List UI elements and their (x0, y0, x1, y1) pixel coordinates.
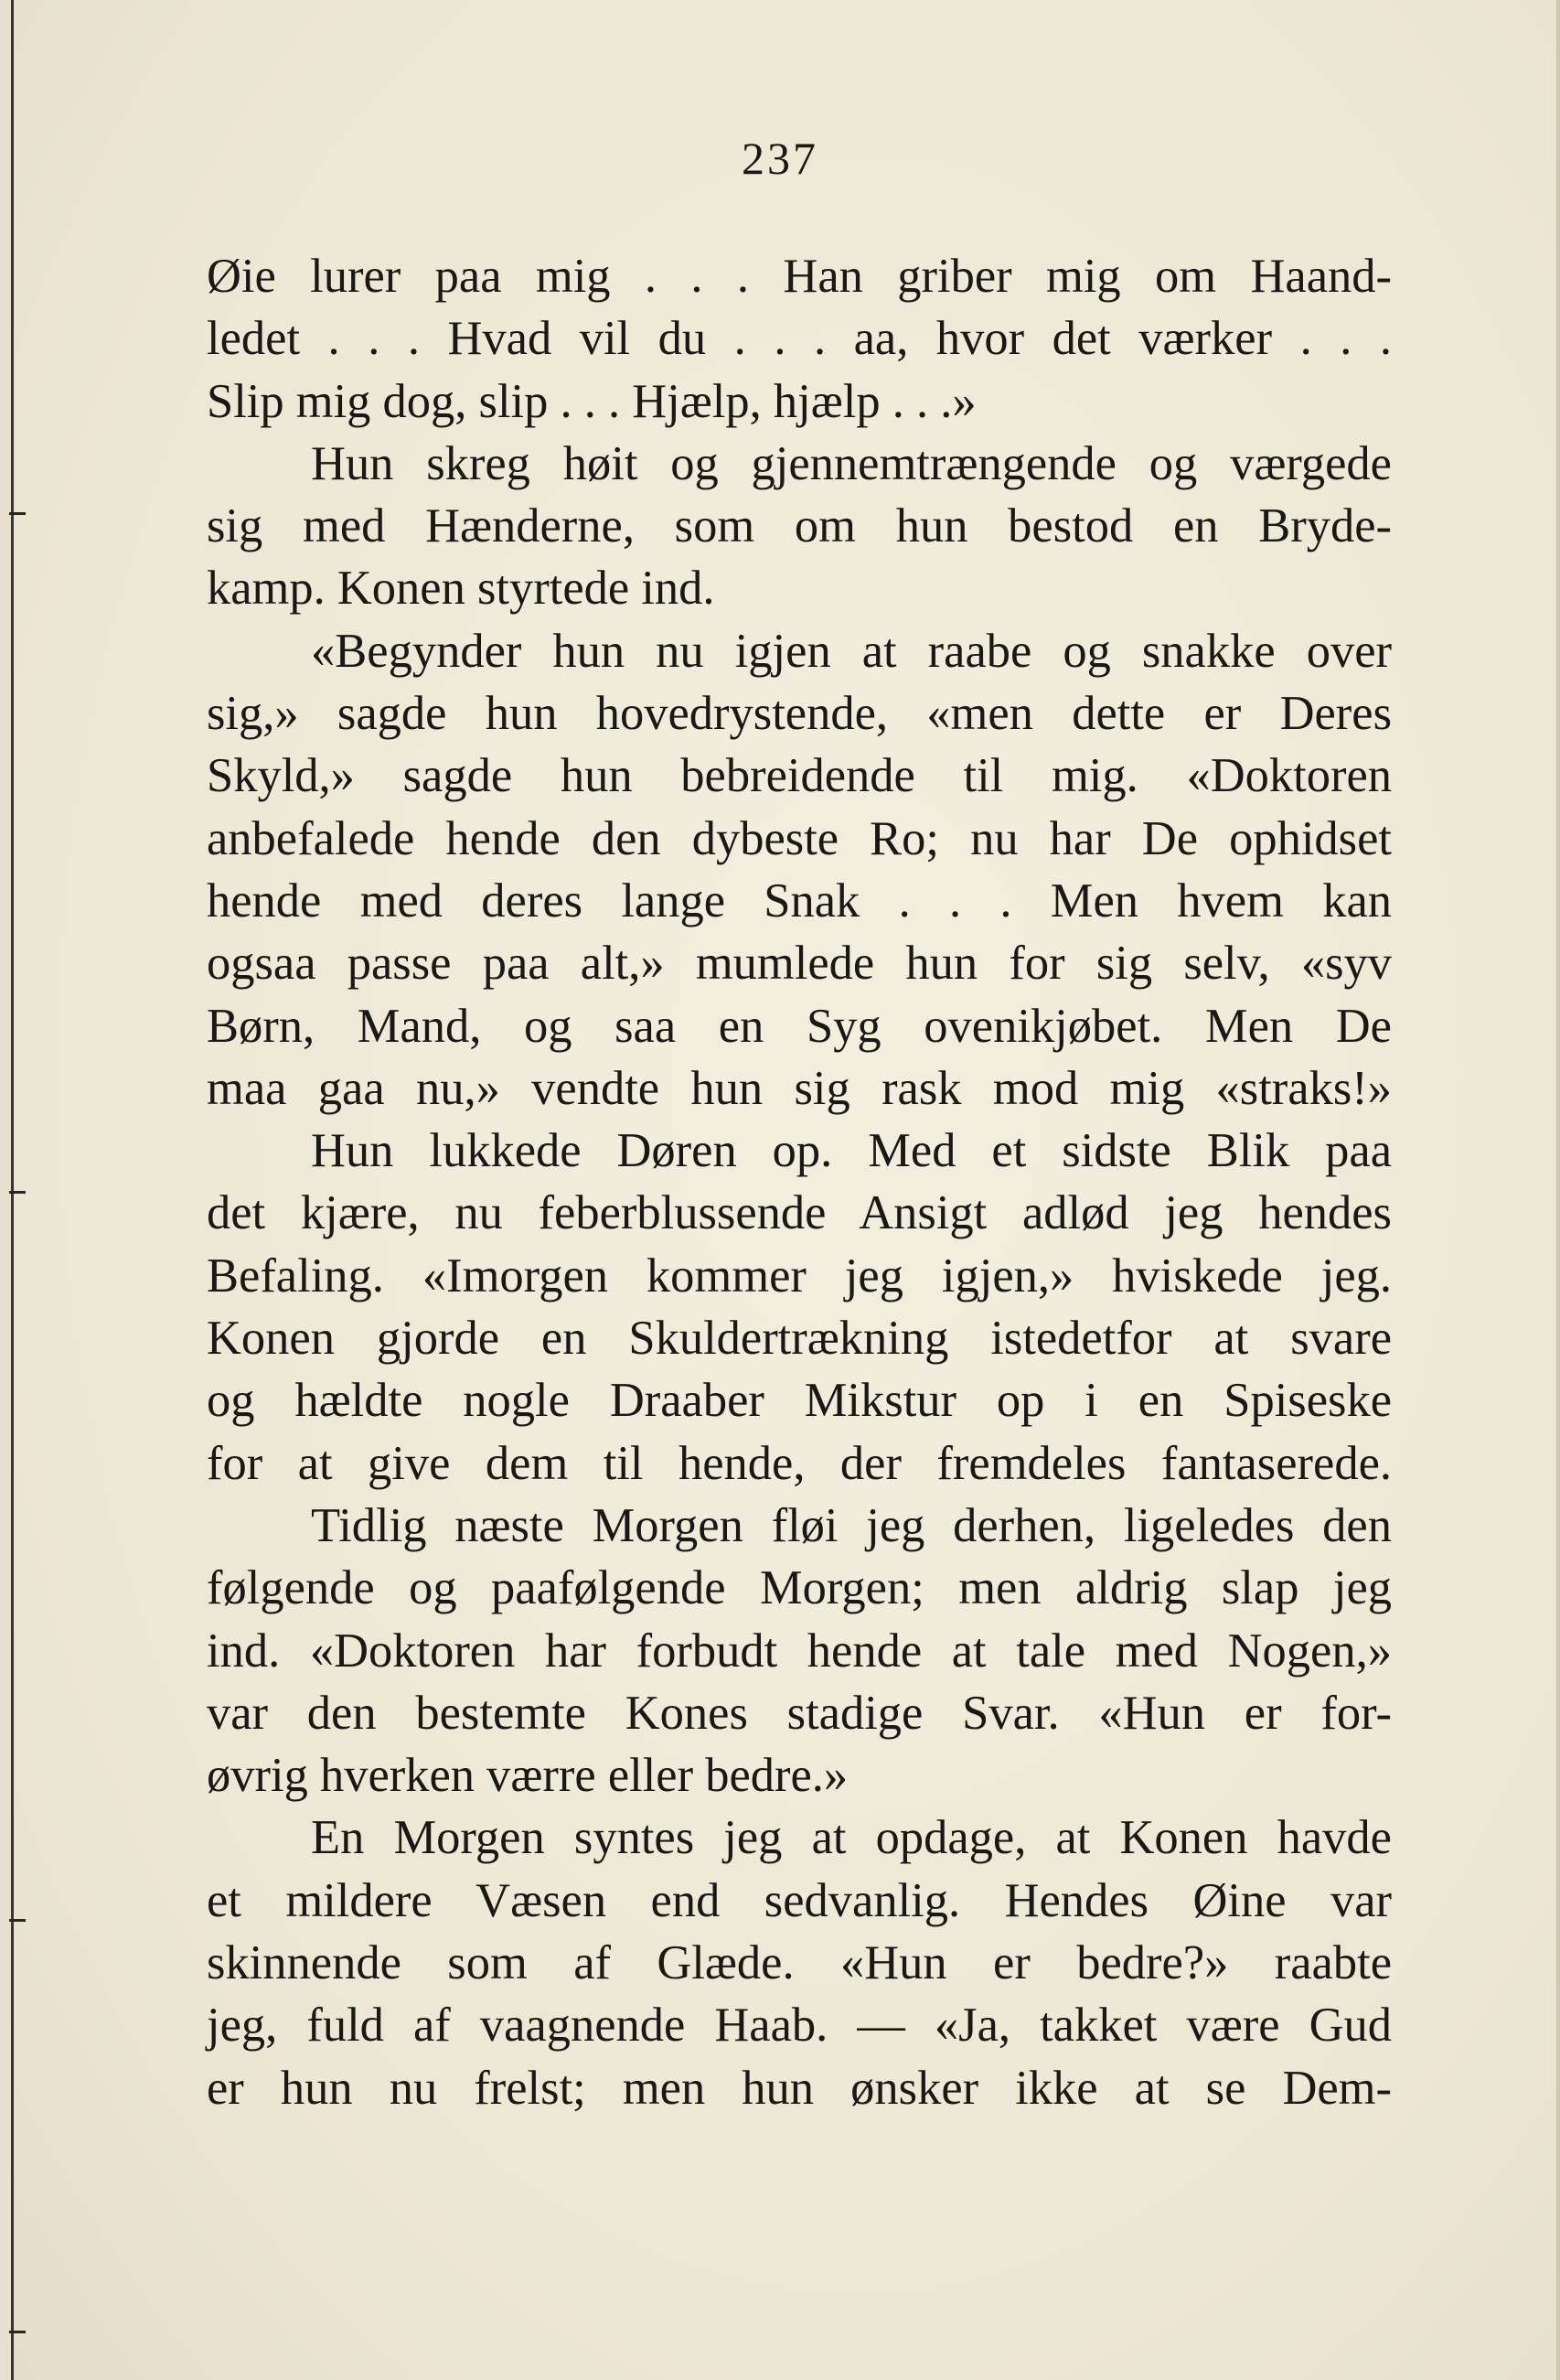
text-line: Tidlig næste Morgen fløi jeg derhen, ligeledes den (311, 1498, 1392, 1552)
gutter-mark (9, 1919, 26, 1922)
text-line: er hun nu frelst; men hun ønsker ikke at se Dem- (207, 2061, 1392, 2115)
text-line: maa gaa nu,» vendte hun sig rask mod mig «straks!» (207, 1061, 1392, 1115)
text-line: skinnende som af Glæde. «Hun er bedre?» raabte (207, 1936, 1392, 1990)
page-number: 237 (742, 133, 818, 184)
text-line: jeg, fuld af vaagnende Haab. — «Ja, takket være Gud (207, 1999, 1392, 2053)
text-line: anbefalede hende den dybeste Ro; nu har De ophidset (207, 811, 1392, 865)
text-line: det kjære, nu feberblussende Ansigt adlød jeg hendes (207, 1186, 1392, 1240)
text-line: kamp. Konen styrtede ind. (207, 562, 715, 616)
text-line: øvrig hverken værre eller bedre.» (207, 1749, 849, 1803)
text-line: ogsaa passe paa alt,» mumlede hun for sig selv, «syv (207, 937, 1392, 991)
text-line: Slip mig dog, slip . . . Hjælp, hjælp . . .» (207, 374, 977, 428)
text-line: Børn, Mand, og saa en Syg ovenikjøbet. Men De (207, 999, 1392, 1053)
body-text (207, 245, 1392, 2119)
text-line: sig,» sagde hun hovedrystende, «men dette er Deres (207, 687, 1392, 741)
text-line: var den bestemte Kones stadige Svar. «Hun er for- (207, 1686, 1392, 1740)
text-line: følgende og paafølgende Morgen; men aldrig slap jeg (207, 1561, 1392, 1615)
gutter-mark (9, 1191, 26, 1194)
text-line: Befaling. «Imorgen kommer jeg igjen,» hviskede jeg. (207, 1249, 1392, 1303)
gutter-mark (9, 2331, 26, 2333)
text-line: Hun lukkede Døren op. Med et sidste Blik paa (311, 1124, 1392, 1178)
text-line: for at give dem til hende, der fremdeles fantaserede. (207, 1436, 1392, 1490)
text-line: Skyld,» sagde hun bebreidende til mig. «Doktoren (207, 749, 1392, 803)
text-line: ind. «Doktoren har forbudt hende at tale med Nogen,» (207, 1624, 1392, 1678)
text-line: «Begynder hun nu igjen at raabe og snakke over (311, 624, 1392, 678)
page-gutter-edge (0, 0, 14, 2380)
text-line: hende med deres lange Snak . . . Men hvem kan (207, 874, 1392, 927)
text-line: Konen gjorde en Skuldertrækning istedetfor at svare (207, 1312, 1392, 1366)
text-line: et mildere Væsen end sedvanlig. Hendes Øine var (207, 1873, 1392, 1927)
text-line: sig med Hænderne, som om hun bestod en Bryde- (207, 499, 1392, 553)
text-line: og hældte nogle Draaber Mikstur op i en Spiseske (207, 1374, 1392, 1428)
text-line: Øie lurer paa mig . . . Han griber mig om Haand- (207, 250, 1392, 303)
gutter-mark (9, 512, 26, 515)
page-right-edge (1556, 0, 1560, 2380)
text-line: En Morgen syntes jeg at opdage, at Konen havde (311, 1811, 1392, 1865)
text-line: ledet . . . Hvad vil du . . . aa, hvor det værker . . . (207, 312, 1392, 366)
text-line: Hun skreg høit og gjennemtrængende og værgede (311, 436, 1392, 490)
